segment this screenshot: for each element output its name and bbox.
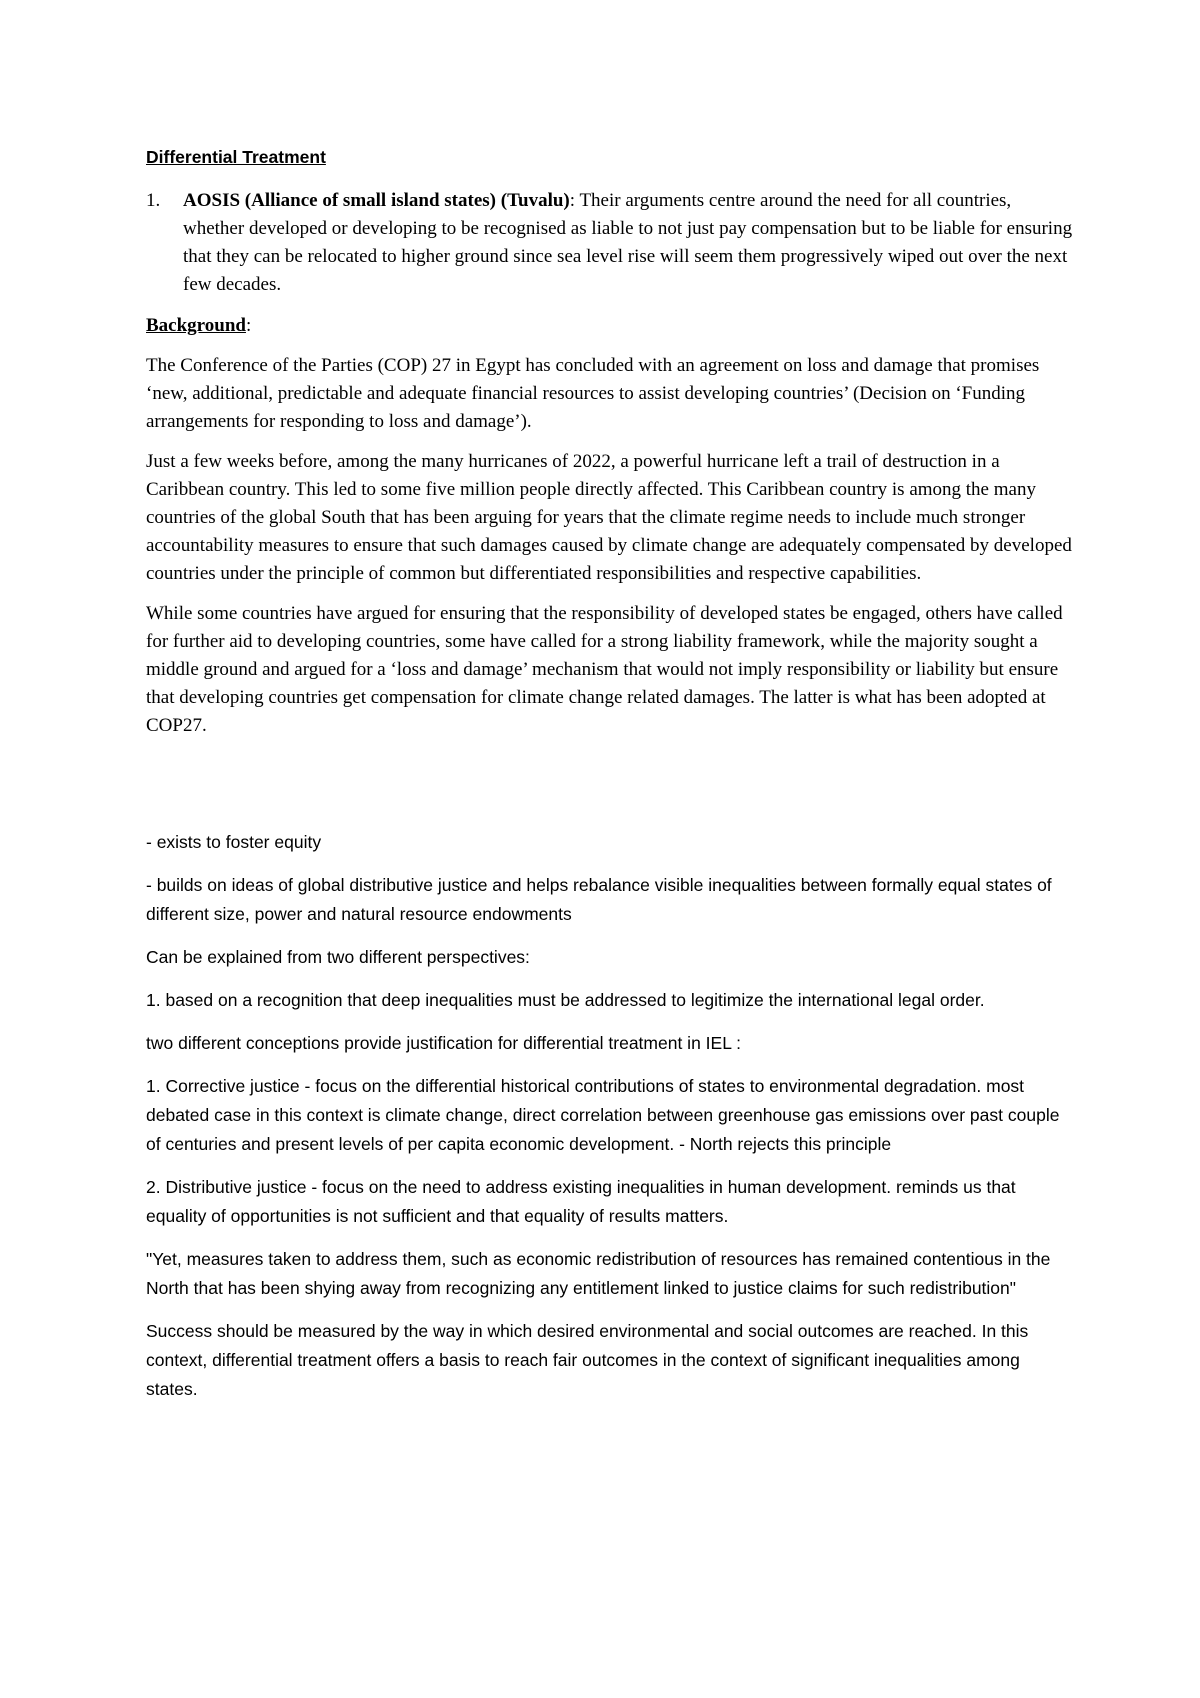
document-title: Differential Treatment: [146, 147, 326, 167]
note-line: 1. Corrective justice - focus on the differential historical contributions of states to environmental degradation. most debated case in this context is climate change, direct correlation between greenhouse gas emissions over past couple of centuries and present levels of per capita economic development. - North rejects this principle: [146, 1076, 1060, 1154]
notes-section: [146, 828, 1076, 1404]
background-paragraph: The Conference of the Parties (COP) 27 in Egypt has concluded with an agreement on loss and damage that promises ‘new, additional, predictable and adequate financial resources to assist developing countries’ (Decision on ‘Funding arrangements for responding to loss and damage’).: [146, 355, 1040, 432]
note-line: 2. Distributive justice - focus on the need to address existing inequalities in human development. reminds us that equality of opportunities is not sufficient and that equality of results matters.: [146, 1177, 1016, 1226]
background-colon: :: [245, 315, 252, 336]
note-line: - exists to foster equity: [146, 832, 322, 852]
note-line: - builds on ideas of global distributive justice and helps rebalance visible inequalities between formally equal states of different size, power and natural resource endowments: [146, 875, 1052, 924]
list-item-body: [183, 187, 1076, 299]
note-line: two different conceptions provide justification for differential treatment in IEL :: [146, 1033, 741, 1053]
note-line: 1. based on a recognition that deep inequalities must be addressed to legitimize the international legal order.: [146, 990, 985, 1010]
note-line: Success should be measured by the way in which desired environmental and social outcomes are reached. In this context, differential treatment offers a basis to reach fair outcomes in the context of significant inequalities among states.: [146, 1321, 1029, 1399]
aosis-colon: :: [569, 190, 576, 211]
aosis-heading: AOSIS (Alliance of small island states) (Tuvalu): [183, 190, 570, 211]
background-heading-line: [146, 312, 1076, 340]
list-item-aosis: [146, 187, 1076, 299]
aosis-text: Their arguments centre around the need for all countries, whether developed or developing to be recognised as liable to not just pay compensation but to be liable for ensuring that they can be relocated to higher ground since sea level rise will seem them progressively wiped out over the next few decades.: [183, 190, 1073, 295]
note-line: Can be explained from two different perspectives:: [146, 947, 530, 967]
background-paragraph: While some countries have argued for ensuring that the responsibility of developed states be engaged, others have called for further aid to developing countries, some have called for a strong liability framework, while the majority sought a middle ground and argued for a ‘loss and damage’ mechanism that would not imply responsibility or liability but ensure that developing countries get compensation for climate change related damages. The latter is what has been adopted at COP27.: [146, 603, 1063, 736]
background-heading: Background: [146, 315, 246, 336]
background-paragraph: Just a few weeks before, among the many hurricanes of 2022, a powerful hurricane left a trail of destruction in a Caribbean country. This led to some five million people directly affected. This Caribbean country is among the many countries of the global South that has been arguing for years that the climate regime needs to include much stronger accountability measures to ensure that such damages caused by climate change are adequately compensated by developed countries under the principle of common but differentiated responsibilities and respective capabilities.: [146, 451, 1072, 584]
document-page: [146, 145, 1076, 1418]
spacer: [146, 740, 1076, 828]
note-line: "Yet, measures taken to address them, such as economic redistribution of resources has remained contentious in the North that has been shying away from recognizing any entitlement linked to justice claims for such redistribution": [146, 1249, 1051, 1298]
list-item-number: 1.: [146, 190, 161, 211]
